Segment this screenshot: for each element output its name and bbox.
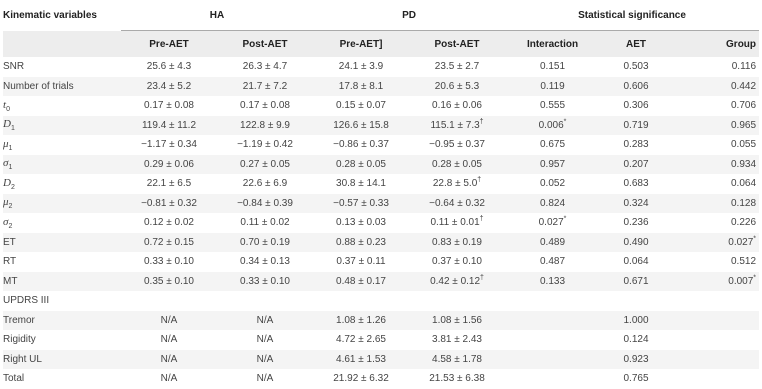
table-cell bbox=[672, 369, 759, 389]
table-cell: 0.17 ± 0.08 bbox=[144, 100, 194, 112]
table-cell: −0.84 ± 0.39 bbox=[237, 197, 293, 209]
table-cell: 0.064 bbox=[623, 256, 649, 268]
table-cell: 0.13 ± 0.03 bbox=[336, 217, 386, 229]
table-cell bbox=[505, 369, 600, 389]
table-cell: 0.487 bbox=[540, 256, 566, 268]
table-cell: N/A bbox=[256, 334, 274, 346]
table-row bbox=[3, 272, 759, 292]
table-cell: 0.957 bbox=[540, 158, 566, 170]
table-cell: 0.42 ± 0.12† bbox=[430, 274, 484, 287]
table-cell: 1.08 ± 1.56 bbox=[432, 314, 482, 326]
table-row bbox=[3, 311, 759, 331]
header-kinematic-variables: Kinematic variables bbox=[3, 9, 97, 21]
table-row bbox=[3, 213, 759, 233]
table-cell: N/A bbox=[256, 353, 274, 365]
table-cell: 0.671 bbox=[623, 275, 649, 287]
table-cell: 0.064 bbox=[731, 178, 757, 190]
table-cell: 0.442 bbox=[731, 80, 757, 92]
row-label-subscript: 1 bbox=[8, 164, 13, 172]
table-cell: 126.6 ± 15.8 bbox=[333, 119, 389, 131]
table-cell: 0.675 bbox=[540, 139, 566, 151]
table-cell: 0.72 ± 0.15 bbox=[144, 236, 194, 248]
table-row bbox=[3, 116, 759, 136]
table-cell: 0.28 ± 0.05 bbox=[336, 158, 386, 170]
table-cell bbox=[672, 350, 759, 370]
table-cell: 0.88 ± 0.23 bbox=[336, 236, 386, 248]
sub-header-ha-pre-aet: Pre-AET bbox=[121, 31, 217, 58]
table-cell: 0.11 ± 0.02 bbox=[240, 217, 290, 229]
table-cell: 20.6 ± 5.3 bbox=[434, 80, 480, 92]
table-cell: 0.236 bbox=[623, 217, 649, 229]
table-cell: 0.512 bbox=[731, 256, 757, 268]
table-cell bbox=[217, 291, 313, 311]
row-label-text: μ bbox=[3, 196, 9, 209]
row-label-text: μ bbox=[3, 137, 9, 150]
table-cell bbox=[600, 291, 672, 311]
table-cell: 1.000 bbox=[623, 314, 649, 326]
table-cell: N/A bbox=[160, 373, 178, 385]
table-cell: 0.706 bbox=[731, 100, 757, 112]
table-row bbox=[3, 194, 759, 214]
row-label-text: Rigidity bbox=[3, 334, 36, 346]
table-cell: 0.29 ± 0.06 bbox=[144, 158, 194, 170]
table-cell: 21.53 ± 6.38 bbox=[429, 373, 485, 385]
table-row bbox=[3, 252, 759, 272]
table-row bbox=[3, 96, 759, 116]
table-row bbox=[3, 369, 759, 389]
table-row bbox=[3, 291, 759, 311]
table-cell: 0.17 ± 0.08 bbox=[240, 100, 290, 112]
table-cell: 0.83 ± 0.19 bbox=[432, 236, 482, 248]
table-cell: 0.15 ± 0.07 bbox=[336, 100, 386, 112]
table-cell: 0.965 bbox=[731, 119, 757, 131]
header-group-pd: PD bbox=[402, 9, 416, 21]
row-label-text: MT bbox=[3, 275, 18, 287]
sub-header-aet: AET bbox=[600, 31, 672, 58]
table-cell: N/A bbox=[160, 334, 178, 346]
table-row bbox=[3, 135, 759, 155]
row-label bbox=[3, 252, 121, 272]
table-row bbox=[3, 77, 759, 97]
header-group-ha: HA bbox=[209, 9, 225, 21]
table-cell: 0.027* bbox=[538, 215, 567, 229]
table-cell: N/A bbox=[160, 314, 178, 326]
table-cell: 0.052 bbox=[540, 178, 566, 190]
table-cell: 0.490 bbox=[623, 236, 649, 248]
table-cell: 0.226 bbox=[731, 217, 757, 229]
asterisk-mark: * bbox=[563, 215, 567, 223]
row-label-subscript: 0 bbox=[6, 105, 10, 113]
table-cell: 23.4 ± 5.2 bbox=[146, 80, 192, 92]
table-cell: 0.027* bbox=[728, 235, 757, 248]
sub-header-row bbox=[3, 31, 759, 58]
table-cell: 0.12 ± 0.02 bbox=[144, 217, 194, 229]
row-label bbox=[3, 135, 121, 155]
table-cell bbox=[505, 311, 600, 331]
kinematic-results-table bbox=[3, 0, 759, 389]
table-cell bbox=[313, 291, 409, 311]
row-label-text: Tremor bbox=[3, 314, 35, 326]
table-cell: 17.8 ± 8.1 bbox=[338, 80, 384, 92]
row-label bbox=[3, 96, 121, 116]
table-cell bbox=[505, 330, 600, 350]
row-label-subscript: 2 bbox=[8, 203, 13, 211]
table-cell: 0.27 ± 0.05 bbox=[240, 158, 290, 170]
row-label-text: Right UL bbox=[3, 353, 42, 365]
row-label bbox=[3, 57, 121, 77]
table-cell: 0.151 bbox=[540, 61, 566, 73]
table-cell: 0.324 bbox=[623, 197, 649, 209]
table-cell: 0.555 bbox=[540, 100, 566, 112]
row-label-text: UPDRS III bbox=[3, 295, 50, 307]
table-cell: 0.128 bbox=[731, 197, 757, 209]
dagger-mark: † bbox=[479, 118, 484, 126]
row-label-text: σ bbox=[3, 215, 9, 228]
table-cell: 122.8 ± 9.9 bbox=[240, 119, 290, 131]
table-cell bbox=[672, 291, 759, 311]
sub-header-pd-pre-aet: Pre-AET] bbox=[313, 31, 409, 58]
table-cell: 0.934 bbox=[731, 158, 757, 170]
table-cell: 0.283 bbox=[623, 139, 649, 151]
table-cell: 30.8 ± 14.1 bbox=[336, 178, 386, 190]
dagger-mark: † bbox=[480, 274, 484, 282]
row-label bbox=[3, 272, 121, 292]
table-cell: 115.1 ± 7.3† bbox=[430, 118, 484, 131]
row-label bbox=[3, 330, 121, 350]
row-label-subscript: 2 bbox=[10, 183, 15, 191]
table-cell: 4.72 ± 2.65 bbox=[336, 334, 386, 346]
table-cell: 119.4 ± 11.2 bbox=[141, 119, 197, 131]
table-body bbox=[3, 57, 759, 389]
row-label-text: D bbox=[3, 118, 11, 131]
table-cell: N/A bbox=[160, 353, 178, 365]
table-row bbox=[3, 233, 759, 253]
table-cell: −0.57 ± 0.33 bbox=[333, 197, 389, 209]
row-label bbox=[3, 194, 121, 214]
row-label-text: SNR bbox=[3, 61, 25, 73]
row-label bbox=[3, 77, 121, 97]
table-cell: −0.64 ± 0.32 bbox=[429, 197, 485, 209]
table-cell: 0.28 ± 0.05 bbox=[432, 158, 482, 170]
sub-header-interaction: Interaction bbox=[505, 31, 600, 58]
asterisk-mark: * bbox=[563, 118, 567, 126]
table-cell: −0.81 ± 0.32 bbox=[141, 197, 197, 209]
row-label-text: RT bbox=[3, 256, 17, 268]
table-cell: 3.81 ± 2.43 bbox=[432, 334, 482, 346]
table-cell bbox=[409, 291, 505, 311]
table-cell: 0.683 bbox=[623, 178, 649, 190]
table-cell bbox=[505, 350, 600, 370]
table-cell: 0.119 bbox=[540, 80, 565, 92]
table-cell: 0.11 ± 0.01† bbox=[430, 215, 484, 229]
table-cell: 0.055 bbox=[731, 139, 757, 151]
table-cell: 1.08 ± 1.26 bbox=[336, 314, 386, 326]
table-cell: 22.8 ± 5.0† bbox=[432, 176, 482, 190]
table-cell: 0.006* bbox=[538, 118, 567, 131]
row-label-subscript: 1 bbox=[10, 125, 15, 133]
row-label-text: Number of trials bbox=[3, 80, 74, 92]
row-label-subscript: 2 bbox=[8, 222, 13, 230]
table-row bbox=[3, 57, 759, 77]
row-label bbox=[3, 213, 121, 233]
dagger-mark: † bbox=[479, 215, 484, 223]
row-label bbox=[3, 155, 121, 175]
table-cell: 0.765 bbox=[623, 373, 649, 385]
group-header-row bbox=[3, 0, 759, 31]
asterisk-mark: * bbox=[753, 274, 757, 282]
table-cell: 0.34 ± 0.13 bbox=[240, 256, 290, 268]
sub-header-group: Group bbox=[672, 31, 759, 58]
row-label-text: t bbox=[3, 98, 7, 111]
table-row bbox=[3, 330, 759, 350]
table-cell: 0.70 ± 0.19 bbox=[240, 236, 290, 248]
table-cell: 0.37 ± 0.11 bbox=[336, 256, 386, 268]
table-cell: 25.6 ± 4.3 bbox=[146, 61, 192, 73]
table-cell: N/A bbox=[256, 373, 274, 385]
table-cell: 0.133 bbox=[540, 275, 566, 287]
row-label bbox=[3, 350, 121, 370]
row-label-text: σ bbox=[3, 157, 9, 170]
row-label-text: D bbox=[3, 176, 11, 189]
row-label bbox=[3, 311, 121, 331]
table-cell: −1.19 ± 0.42 bbox=[237, 139, 293, 151]
table-cell: 0.16 ± 0.06 bbox=[432, 100, 482, 112]
table-cell bbox=[121, 291, 217, 311]
table-cell: 0.116 bbox=[731, 61, 757, 73]
sub-header-ha-post-aet: Post-AET bbox=[217, 31, 313, 58]
table-cell: 0.207 bbox=[623, 158, 649, 170]
dagger-mark: † bbox=[477, 176, 482, 184]
table-cell: 21.7 ± 7.2 bbox=[242, 80, 288, 92]
table-cell bbox=[672, 311, 759, 331]
table-row bbox=[3, 155, 759, 175]
row-label-text: ET bbox=[3, 236, 16, 248]
row-label bbox=[3, 116, 121, 136]
table-row bbox=[3, 174, 759, 194]
asterisk-mark: * bbox=[753, 235, 757, 243]
table-cell bbox=[672, 330, 759, 350]
table-cell: −0.86 ± 0.37 bbox=[333, 139, 389, 151]
table-cell: −1.17 ± 0.34 bbox=[141, 139, 197, 151]
sub-header-blank bbox=[3, 31, 121, 58]
row-label bbox=[3, 233, 121, 253]
table-cell: 22.6 ± 6.9 bbox=[242, 178, 288, 190]
table-cell: 0.48 ± 0.17 bbox=[336, 275, 386, 287]
table-cell: N/A bbox=[256, 314, 274, 326]
table-cell: 0.824 bbox=[540, 197, 566, 209]
table-cell: 0.489 bbox=[540, 236, 566, 248]
row-label bbox=[3, 291, 121, 311]
table-cell: 22.1 ± 6.5 bbox=[146, 178, 192, 190]
table-cell: 24.1 ± 3.9 bbox=[338, 61, 384, 73]
table-cell: 0.923 bbox=[623, 353, 649, 365]
table-cell: 0.37 ± 0.10 bbox=[432, 256, 482, 268]
table-cell: 0.35 ± 0.10 bbox=[144, 275, 194, 287]
row-label bbox=[3, 174, 121, 194]
table-cell: 0.306 bbox=[623, 100, 649, 112]
table-cell: 0.33 ± 0.10 bbox=[240, 275, 290, 287]
table-cell: 4.58 ± 1.78 bbox=[432, 353, 482, 365]
table-cell: 0.719 bbox=[623, 119, 649, 131]
table-cell: −0.95 ± 0.37 bbox=[429, 139, 485, 151]
sub-header-pd-post-aet: Post-AET bbox=[409, 31, 505, 58]
table-cell: 0.606 bbox=[623, 80, 649, 92]
table-cell: 4.61 ± 1.53 bbox=[336, 353, 386, 365]
table-cell: 26.3 ± 4.7 bbox=[242, 61, 288, 73]
table-row bbox=[3, 350, 759, 370]
table-cell: 0.007* bbox=[728, 274, 757, 287]
table-cell: 23.5 ± 2.7 bbox=[434, 61, 480, 73]
table-cell: 0.33 ± 0.10 bbox=[144, 256, 194, 268]
table-cell: 0.503 bbox=[623, 61, 649, 73]
table-cell: 21.92 ± 6.32 bbox=[333, 373, 389, 385]
row-label-subscript: 1 bbox=[8, 144, 13, 152]
table-cell bbox=[505, 291, 600, 311]
row-label-text: Total bbox=[3, 373, 25, 385]
row-label bbox=[3, 369, 121, 389]
header-group-statistical-significance: Statistical significance bbox=[578, 9, 686, 21]
table-cell: 0.124 bbox=[623, 334, 649, 346]
